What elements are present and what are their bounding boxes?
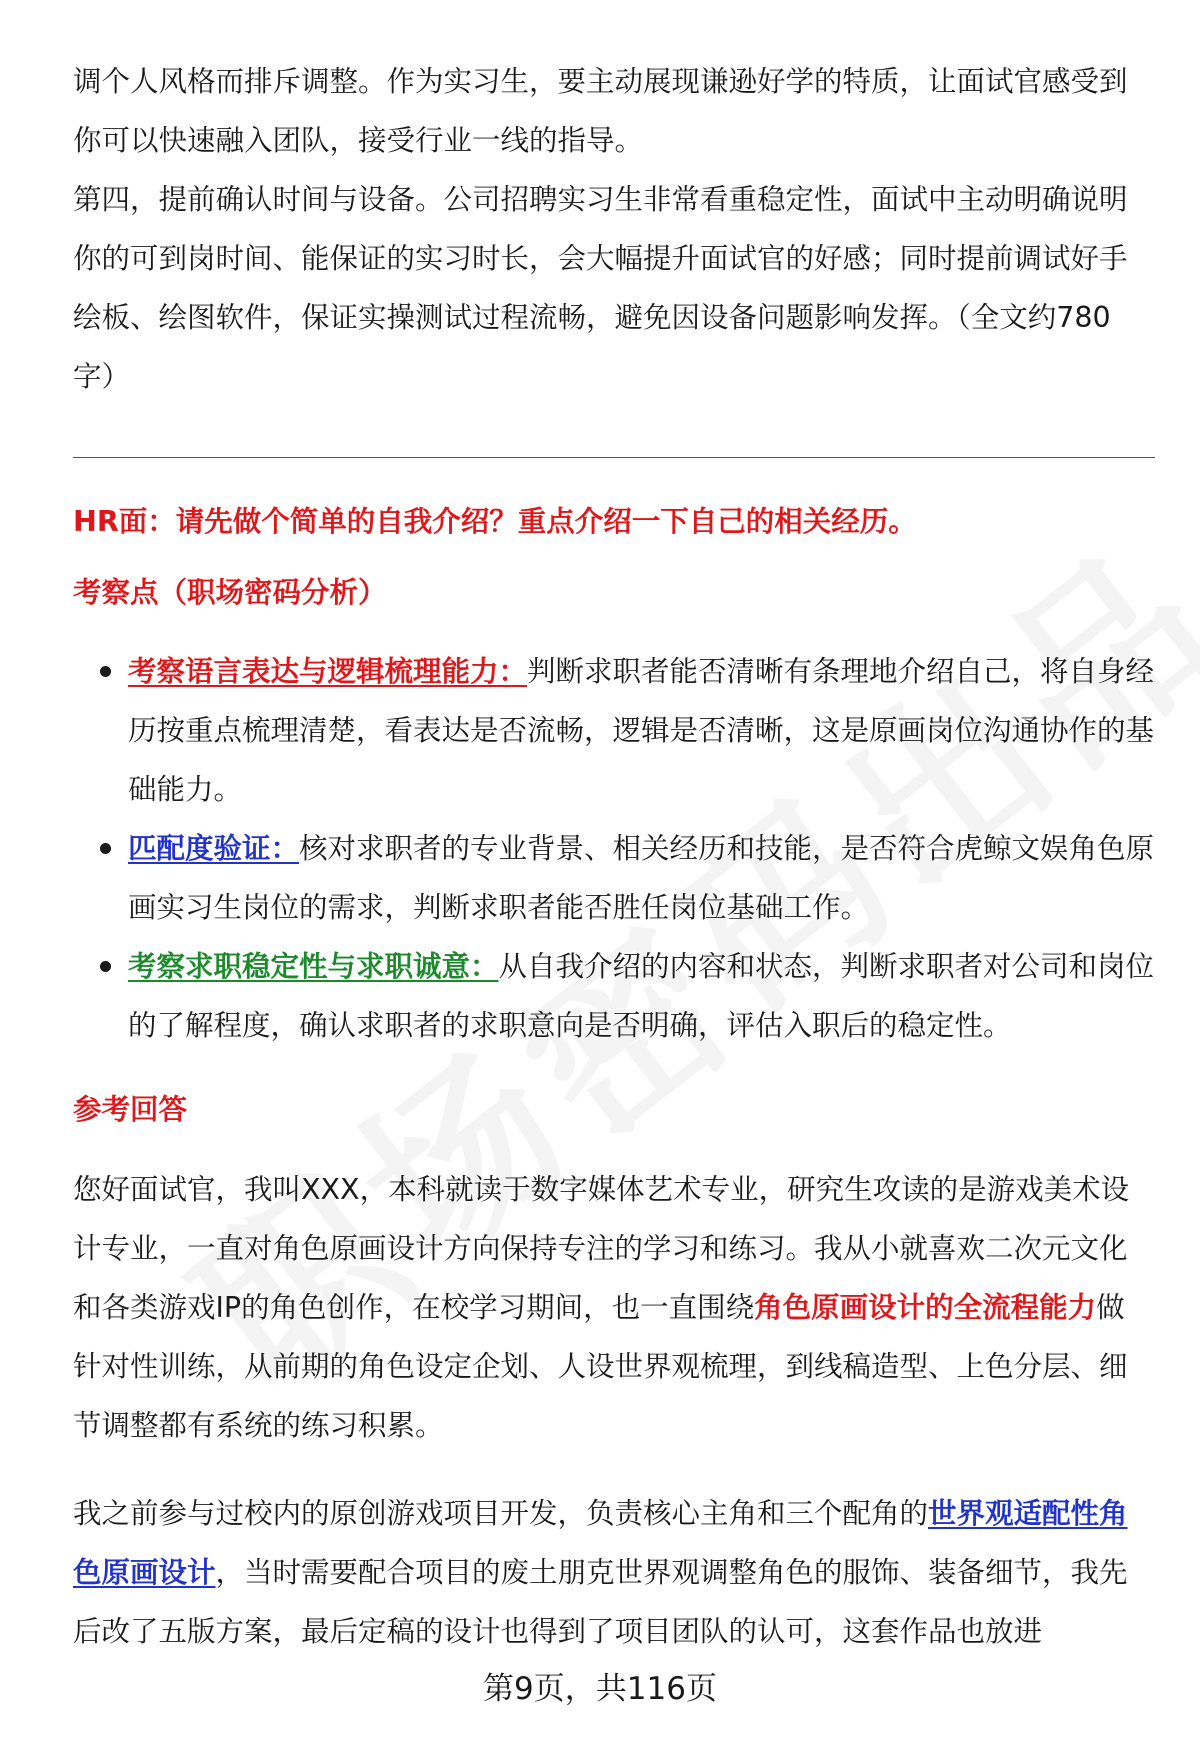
analysis-list [73, 642, 1155, 1055]
analysis-keyword: 考察语言表达与逻辑梳理能力： [128, 655, 528, 688]
answer-heading: 参考回答 [73, 1093, 188, 1126]
list-item [73, 819, 1155, 937]
page-number: 第9页，共116页 [483, 1671, 717, 1707]
analysis-text: 判断求职者能否清晰有条理地介绍自己，将自身经历按重点梳理清楚，看表达是否流畅，逻辑是否清晰，这是原画岗位沟通协作的基础能力。 [128, 655, 1155, 806]
analysis-text: 从自我介绍的内容和状态，判断求职者对公司和岗位的了解程度，确认求职者的求职意向是否明确，评估入职后的稳定性。 [128, 950, 1155, 1042]
analysis-heading: 考察点（职场密码分析） [73, 576, 387, 609]
answer-text: 您好面试官，我叫XXX，本科就读于数字媒体艺术专业，研究生攻读的是游戏美术设计专业，一直对角色原画设计方向保持专注的学习和练习。我从小就喜欢二次元文化和各类游戏IP的角色创作，在校学习期间，也一直围绕 [73, 1173, 1130, 1324]
answer-paragraph-2 [73, 1484, 1153, 1661]
section-divider [73, 457, 1155, 458]
answer-highlight: 世界观适配性角色原画设计 [73, 1497, 1128, 1589]
analysis-keyword: 匹配度验证： [128, 832, 300, 865]
analysis-keyword: 考察求职稳定性与求职诚意： [128, 950, 499, 983]
answer-text: ，当时需要配合项目的废土朋克世界观调整角色的服饰、装备细节，我先后改了五版方案，最后定稿的设计也得到了项目团队的认可，这套作品也放进 [73, 1556, 1128, 1648]
list-item [73, 642, 1155, 819]
answer-highlight: 角色原画设计的全流程能力 [754, 1291, 1097, 1324]
analysis-text: 核对求职者的专业背景、相关经历和技能，是否符合虎鲸文娱角色原画实习生岗位的需求，判断求职者能否胜任岗位基础工作。 [128, 832, 1155, 924]
answer-text: 我之前参与过校内的原创游戏项目开发，负责核心主角和三个配角的 [73, 1497, 929, 1530]
answer-paragraph-1 [73, 1160, 1153, 1455]
question-title: HR面：请先做个简单的自我介绍？重点介绍一下自己的相关经历。 [73, 505, 917, 538]
intro-paragraph-2: 第四，提前确认时间与设备。公司招聘实习生非常看重稳定性，面试中主动明确说明你的可到岗时间、能保证的实习时长，会大幅提升面试官的好感；同时提前调试好手绘板、绘图软件，保证实操测试过程流畅，避免因设备问题影响发挥。（全文约780字） [73, 183, 1128, 393]
intro-paragraph-1: 调个人风格而排斥调整。作为实习生，要主动展现谦逊好学的特质，让面试官感受到你可以快速融入团队，接受行业一线的指导。 [73, 65, 1128, 157]
list-item [73, 937, 1155, 1055]
answer-text: 做针对性训练，从前期的角色设定企划、人设世界观梳理，到线稿造型、上色分层、细节调整都有系统的练习积累。 [73, 1291, 1128, 1442]
